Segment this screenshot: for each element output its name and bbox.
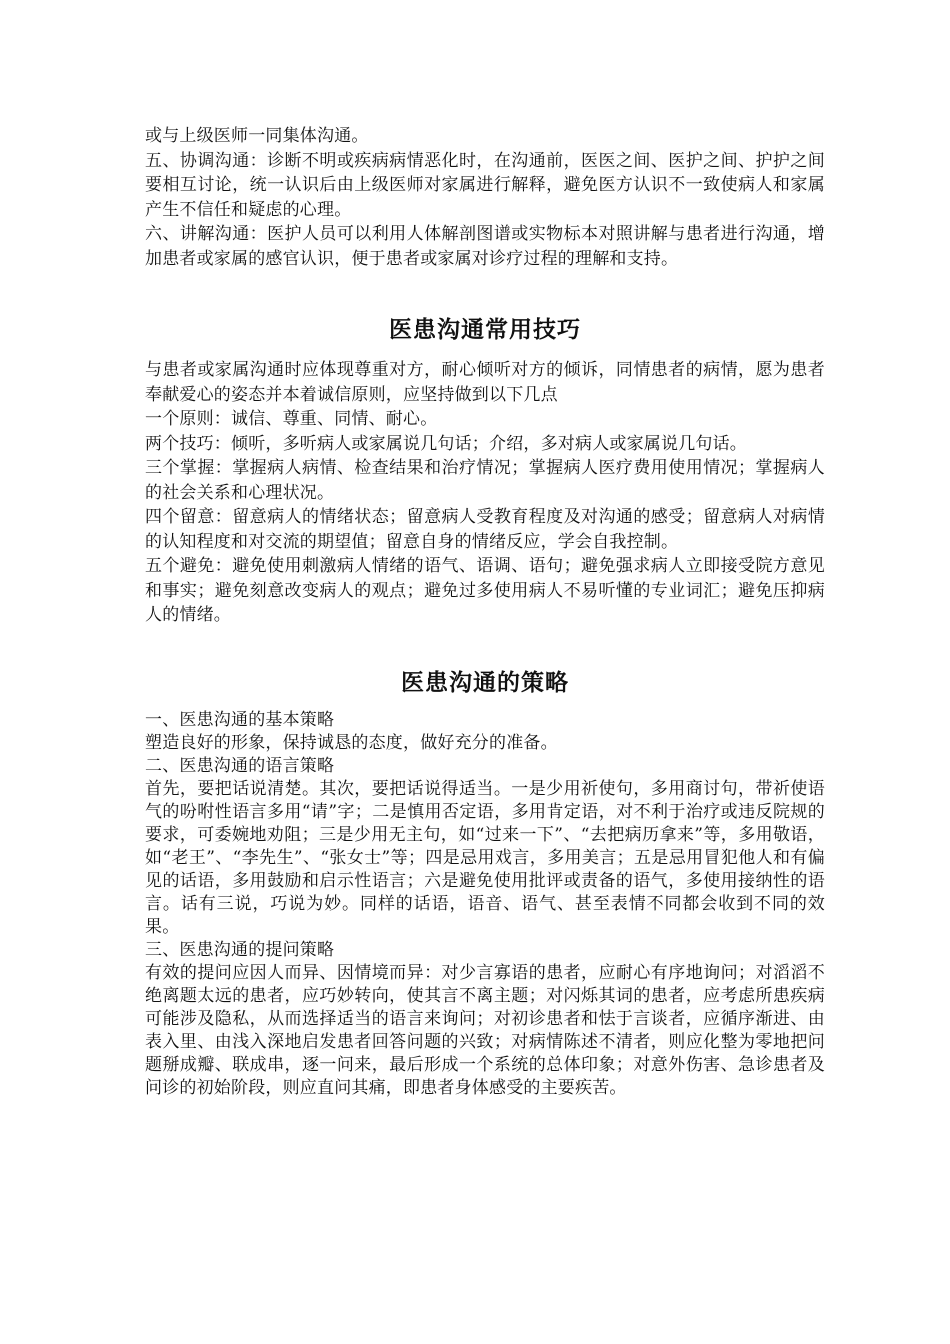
section-title-skills: 医患沟通常用技巧	[389, 316, 581, 343]
section-communication-strategy	[145, 709, 825, 1100]
paragraph: 五、协调沟通：诊断不明或疾病病情恶化时，在沟通前，医医之间、医护之间、护护之间要相互讨论，统一认识后由上级医师对家属进行解释，避免医方认识不一致使病人和家属产生不信任和疑虑的心理。	[145, 150, 825, 220]
paragraph: 六、讲解沟通：医护人员可以利用人体解剖图谱或实物标本对照讲解与患者进行沟通，增加患者或家属的感官认识，便于患者或家属对诊疗过程的理解和支持。	[145, 224, 825, 269]
paragraph: 两个技巧：倾听，多听病人或家属说几句话；介绍，多对病人或家属说几句话。	[145, 433, 747, 454]
paragraph: 首先，要把话说清楚。其次，要把话说得适当。一是少用祈使句，多用商讨句，带祈使语气的吩咐性语言多用“请”字；二是慎用否定语，多用肯定语，对不利于治疗或违反院规的要求，可委婉地劝阻；三是少用无主句，如“过来一下”、“去把病历拿来”等，多用敬语，如“老王”、“李先生”、“张女士”等；四是忌用戏言，多用美言；五是忌用冒犯他人和有偏见的话语，多用鼓励和启示性语言；六是避免使用批评或责备的语气，多使用接纳性的语言。话有三说，巧说为妙。同样的话语，语音、语气、甚至表情不同都会收到不同的效果。	[145, 778, 825, 937]
paragraph: 二、医患沟通的语言策略	[145, 755, 335, 776]
section-communication-methods	[145, 124, 825, 271]
section-title-strategy: 医患沟通的策略	[401, 668, 569, 696]
paragraph: 五个避免：避免使用刺激病人情绪的语气、语调、语句；避免强求病人立即接受院方意见和事实；避免刻意改变病人的观点；避免过多使用病人不易听懂的专业词汇；避免压抑病人的情绪。	[145, 556, 825, 625]
document-page	[145, 124, 825, 1100]
paragraph: 三、医患沟通的提问策略	[145, 939, 335, 960]
paragraph: 有效的提问应因人而异、因情境而异：对少言寡语的患者，应耐心有序地询问；对滔滔不绝离题太远的患者，应巧妙转向，使其言不离主题；对闪烁其词的患者，应考虑所患疾病可能涉及隐私，从而选择适当的语言来询问；对初诊患者和怯于言谈者，应循序渐进、由表入里、由浅入深地启发患者回答问题的兴致；对病情陈述不清者，则应化整为零地把问题掰成瓣、联成串，逐一问来，最后形成一个系统的总体印象；对意外伤害、急诊患者及问诊的初始阶段，则应直问其痛，即患者身体感受的主要疾苦。	[145, 962, 825, 1098]
paragraph: 三个掌握：掌握病人病情、检查结果和治疗情况；掌握病人医疗费用使用情况；掌握病人的社会关系和心理状况。	[145, 458, 825, 503]
section-communication-skills	[145, 358, 825, 628]
paragraph: 一个原则：诚信、尊重、同情、耐心。	[145, 409, 438, 429]
paragraph: 或与上级医师一同集体沟通。	[145, 126, 369, 146]
paragraph: 与患者或家属沟通时应体现尊重对方，耐心倾听对方的倾诉，同情患者的病情，愿为患者奉献爱心的姿态并本着诚信原则，应坚持做到以下几点	[145, 360, 825, 405]
paragraph: 一、医患沟通的基本策略	[145, 709, 335, 730]
paragraph: 四个留意：留意病人的情绪状态；留意病人受教育程度及对沟通的感受；留意病人对病情的认知程度和对交流的期望值；留意自身的情绪反应，学会自我控制。	[145, 507, 825, 552]
paragraph: 塑造良好的形象，保持诚恳的态度，做好充分的准备。	[145, 732, 558, 753]
